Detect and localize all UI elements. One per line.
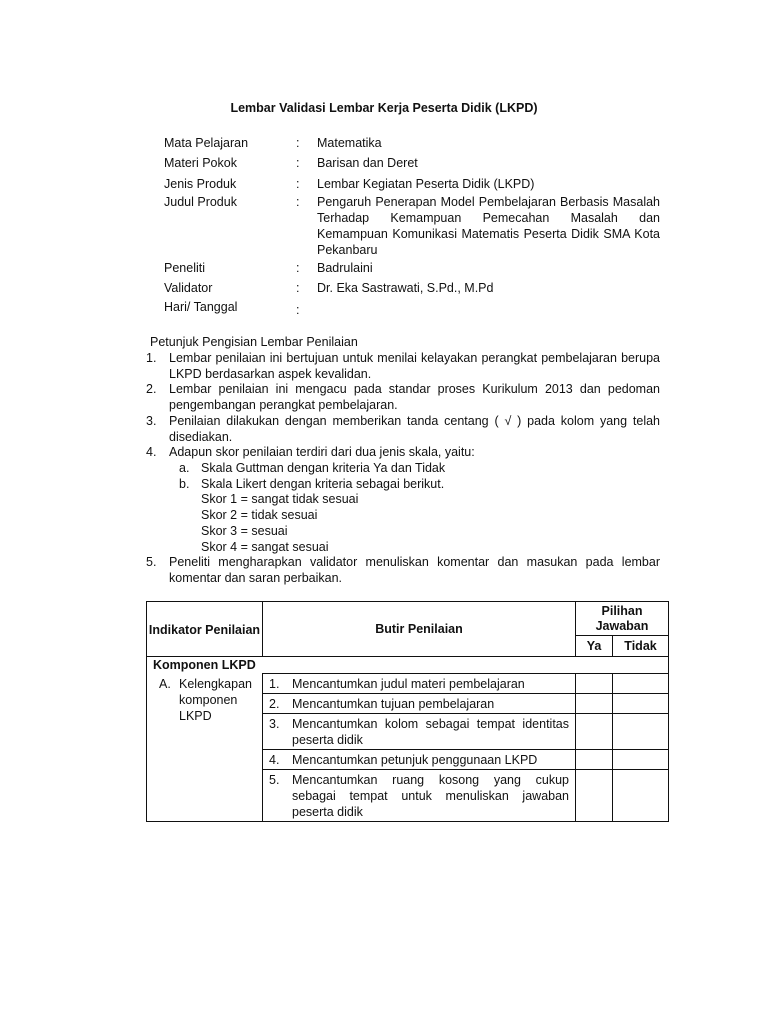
checkbox-tidak[interactable] [613, 714, 669, 750]
instruction-text: Penilaian dilakukan dengan memberikan tanda centang ( √ ) pada kolom yang telah disediakan. [169, 414, 660, 444]
row-number: 1. [269, 677, 280, 691]
meta-label: Mata Pelajaran [164, 136, 249, 150]
checkbox-tidak[interactable] [613, 694, 669, 714]
checkbox-ya[interactable] [576, 770, 613, 822]
meta-value: Pengaruh Penerapan Model Pembelajaran Berbasis Masalah Terhadap Kemampuan Pemecahan Masalah dan Kemampuan Komunikasi Matematis Peserta Didik SMA Kota Pekanbaru [317, 195, 660, 257]
table-row [263, 770, 576, 822]
meta-label: Materi Pokok [164, 156, 237, 170]
checkbox-tidak[interactable] [613, 674, 669, 694]
scale-letter: a. [179, 461, 190, 475]
checkbox-ya[interactable] [576, 694, 613, 714]
instruction-number: 1. [146, 351, 157, 365]
table-row [263, 750, 576, 770]
evaluation-table [146, 601, 669, 822]
scale-letter: b. [179, 477, 190, 491]
score-line: Skor 2 = tidak sesuai [201, 508, 318, 522]
row-text: Mencantumkan judul materi pembelajaran [292, 677, 525, 691]
meta-label: Hari/ Tanggal [164, 300, 238, 314]
row-text: Mencantumkan ruang kosong yang cukup sebagai tempat untuk menuliskan jawaban peserta didik [292, 773, 569, 819]
instruction-number: 3. [146, 414, 157, 428]
row-text: Mencantumkan tujuan pembelajaran [292, 697, 495, 711]
meta-label: Validator [164, 281, 213, 295]
row-number: 2. [269, 697, 280, 711]
section-komponen: Komponen LKPD [147, 657, 669, 674]
meta-label: Judul Produk [164, 195, 237, 209]
score-line: Skor 3 = sesuai [201, 524, 288, 538]
meta-value: Lembar Kegiatan Peserta Didik (LKPD) [317, 177, 535, 191]
header-ya: Ya [576, 636, 613, 657]
meta-colon: : [296, 156, 300, 170]
instructions-heading: Petunjuk Pengisian Lembar Penilaian [150, 335, 358, 349]
checkbox-ya[interactable] [576, 674, 613, 694]
indicator-text: Kelengkapan komponen LKPD [179, 676, 252, 723]
header-indikator: Indikator Penilaian [147, 602, 263, 657]
score-line: Skor 1 = sangat tidak sesuai [201, 492, 359, 506]
meta-colon: : [296, 195, 300, 209]
header-pilihan: Pilihan Jawaban [576, 602, 669, 636]
meta-label: Peneliti [164, 261, 205, 275]
checkbox-tidak[interactable] [613, 750, 669, 770]
instruction-number: 5. [146, 555, 157, 569]
meta-value: Matematika [317, 136, 382, 150]
meta-label: Jenis Produk [164, 177, 237, 191]
row-number: 5. [269, 773, 280, 787]
checkbox-ya[interactable] [576, 750, 613, 770]
table-row [263, 674, 576, 694]
checkbox-ya[interactable] [576, 714, 613, 750]
indicator-cell [147, 674, 263, 822]
meta-colon: : [296, 303, 300, 317]
row-number: 3. [269, 717, 280, 731]
meta-value: Barisan dan Deret [317, 156, 418, 170]
meta-value: Badrulaini [317, 261, 373, 275]
instruction-number: 2. [146, 382, 157, 396]
header-butir: Butir Penilaian [263, 602, 576, 657]
instruction-text: Lembar penilaian ini bertujuan untuk menilai kelayakan perangkat pembelajaran berupa LKPD berdasarkan aspek kevalidan. [169, 351, 660, 381]
document-title: Lembar Validasi Lembar Kerja Peserta Didik (LKPD) [230, 101, 538, 115]
meta-value: Dr. Eka Sastrawati, S.Pd., M.Pd [317, 281, 494, 295]
indicator-letter: A. [159, 676, 171, 691]
row-number: 4. [269, 753, 280, 767]
scale-text: Skala Likert dengan kriteria sebagai berikut. [201, 477, 445, 491]
instruction-text: Adapun skor penilaian terdiri dari dua jenis skala, yaitu: [169, 445, 475, 459]
meta-colon: : [296, 281, 300, 295]
row-text: Mencantumkan kolom sebagai tempat identitas peserta didik [292, 717, 569, 747]
meta-colon: : [296, 261, 300, 275]
meta-colon: : [296, 136, 300, 150]
table-row [263, 714, 576, 750]
instruction-number: 4. [146, 445, 157, 459]
instruction-text: Lembar penilaian ini mengacu pada standar proses Kurikulum 2013 dan pedoman pengembangan perangkat pembelajaran. [169, 382, 660, 412]
row-text: Mencantumkan petunjuk penggunaan LKPD [292, 753, 538, 767]
scale-text: Skala Guttman dengan kriteria Ya dan Tidak [201, 461, 446, 475]
header-tidak: Tidak [613, 636, 669, 657]
checkbox-tidak[interactable] [613, 770, 669, 822]
instruction-text: Peneliti mengharapkan validator menuliskan komentar dan masukan pada lembar komentar dan saran perbaikan. [169, 555, 660, 585]
meta-colon: : [296, 177, 300, 191]
score-line: Skor 4 = sangat sesuai [201, 540, 329, 554]
table-row [263, 694, 576, 714]
